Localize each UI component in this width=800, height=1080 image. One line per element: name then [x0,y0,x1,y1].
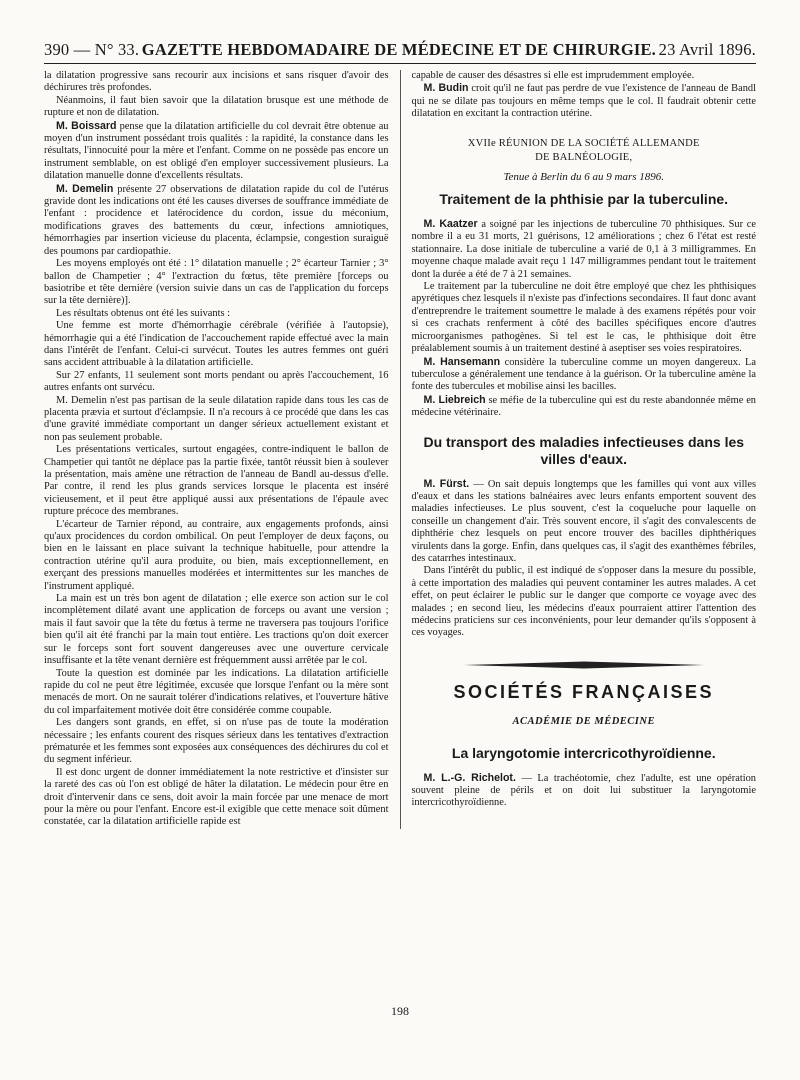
article-body-tuberculine [412,218,757,420]
paragraph-text: — On sait depuis longtemps que les familles qui vont aux villes d'eaux et dans les stations balnéaires avec leurs enfants emportent souvent des maladies infectieuses. Le plus souvent, c'est la coqueluche pour laquelle on conseille un changement d'air. Très souvent encore, il s'agit des convalescents de diphthérie chez lesquels on peut encore trouver des bacilles diphthériques virulents dans la gorge. Enfin, dans quelques cas, il s'agit des exanthèmes fébriles, des catarrhes intestinaux. [411,478,756,564]
paragraph [44,320,389,370]
speaker-name: M. Hansemann [423,355,501,368]
paragraph-text: présente 27 observations de dilatation rapide du col de l'utérus gravide dont les indications ont été les causes diverses de souffrance immédiate de l'enfant : procidence et latérocidence du cordon, issue du méconium, modifications graves des battements du cœur, infections amniotiques, hémorrhagies par insertion vicieuse du placenta, éclampsie, congestion suraiguë des poumons par cardiopathie. [44,183,389,257]
paragraph [412,394,757,420]
paragraph-text: Dans l'intérêt du public, il est indiqué de s'opposer dans la mesure du possible, à cette importation des maladies qui peuvent contaminer les autres malades. A cet effet, on peut éclairer le public sur le danger que comporte ce voyage avec des malades ; en second lieu, les médecins d'eaux pourraient attirer l'attention des médecins praticiens sur ces inconvénients, pour leur demander qu'ils s'opposent à ces voyages. [411,565,756,639]
speaker-name: M. Boissard [56,119,117,132]
left-column [44,70,401,829]
paragraph [44,593,389,667]
paragraph [412,82,757,120]
speaker-name: M. L.-G. Richelot. [423,771,516,784]
article-title-transport: Du transport des maladies infectieuses dans les villes d'eaux. [423,433,745,467]
section-heading [412,137,757,165]
paragraph-text: la dilatation progressive sans recourir aux incisions et sans risquer d'avoir des déchirures très profondes. [44,70,389,94]
speaker-name: M. Demelin [56,182,114,195]
page-number-issue: 390 — N° 33. [44,40,140,59]
paragraph [44,370,389,395]
paragraph-text: M. Demelin n'est pas partisan de la seule dilatation rapide dans tous les cas de placenta prævia et surtout d'éclampsie. Il n'a recours à ce procédé que dans les cas d'une gravité immédiate comportant un danger sérieux actuellement existant et non pas seulement probable. [44,394,389,443]
paragraph [44,183,389,258]
paragraph [44,668,389,718]
paragraph [44,444,389,518]
paragraph-text: Toute la question est dominée par les indications. La dilatation artificielle rapide du col ne peut être légitimée, excusée que lorsque l'enfant ou la mère sont menacés de mort. On ne saurait tolérer d'indications relatives, et l'ouverture hâtive du col imparfaitement motivée doit être considérée comme coupable. [44,667,389,716]
section-heading-line-1: XVIIe RÉUNION DE LA SOCIÉTÉ ALLEMANDE [467,137,700,149]
speaker-name: M. Liebreich [423,393,486,406]
paragraph-text: pense que la dilatation artificielle du col devrait être obtenue au moyen d'un instrument possédant trois qualités : la rapidité, la constance dans les résultats, l'innocuité pour la mère et l'enfant. Comme on ne possède pas encore un instrument semblable, on est obligé d'en employer successivement plusieurs. La dilatation manuelle donne d'excellents résultats. [44,120,389,182]
paragraph-text: Sur 27 enfants, 11 seulement sont morts pendant ou après l'accouchement, 16 autres enfants ont survécu. [44,369,389,394]
article-title-laryngotomie: La laryngotomie intercricothyroïdienne. [451,744,716,761]
running-header [44,40,756,64]
ornamental-divider [412,660,757,670]
paragraph [44,308,389,320]
section-heading-line-2: DE BALNÉOLOGIE, [535,151,633,163]
paragraph-text: La main est un très bon agent de dilatation ; elle exerce son action sur le col incomplètement dilaté avant une application de forceps ou avant une version ; mais il faut savoir que la tête du fœtus à terme ne traversera pas toujours l'orifice bien qu'il ait été franchi par la main tout entière. Les tractions qu'on doit exercer sur le forceps sont fort souvent dangereuses avec une ouverture cervicale insuffisante et la tête venant dernière est fréquemment aussi arrêtée par le col. [44,593,389,667]
paragraph-text: L'écarteur de Tarnier répond, au contraire, aux engagements profonds, ainsi qu'aux procidences du cordon ombilical. On peut l'employer de deux façons, ou bien en le laissant en place suivant la technique habituelle, pour attendre la contraction utérine qu'il aura produite, ou bien, mais exceptionnellement, en exerçant des pressions manuelles modérées et intermittentes sur les manches de l'instrument appliqué. [44,518,389,592]
paragraph [412,565,757,639]
paragraph-text: capable de causer des désastres si elle est imprudemment employée. [411,70,695,81]
paragraph-text: Les dangers sont grands, en effet, si on n'use pas de toute la modération nécessaire ; les enfants courent des risques sérieux dans les tentatives d'extraction prématurée et les femmes sont exposées aux conséquences des déchirures du col et du segment inférieur. [44,717,389,766]
paragraph [412,478,757,566]
section-subheading: Tenue à Berlin du 6 au 9 mars 1896. [503,170,665,183]
paragraph [412,218,757,281]
paragraph [412,70,757,82]
paragraph-text: Les moyens employés ont été : 1° dilatation manuelle ; 2° écarteur Tarnier ; 3° ballon de Champetier ; 4° l'extraction du fœtus, tête première [forceps ou basiotribe et tête dernière (version suivie dans un cas de l'application du forceps sur la tête dernière)]. [44,258,389,307]
paragraph-text: Les présentations verticales, surtout engagées, contre-indiquent le ballon de Champetier qui tantôt ne déplace pas la partie fixée, tantôt réussit bien à soulever la présentation, mais amène une rétraction de l'anneau de Bandl au-dessus d'elle. Par contre, il rend les plus grands services lorsque le placenta est inséré vicieusement, et il peut être appliqué aussi aux présentations de l'épaule avec rupture précoce des membranes. [44,444,389,518]
paragraph [44,395,389,445]
journal-title: GAZETTE HEBDOMADAIRE DE MÉDECINE ET DE CHIRURGIE. [141,40,656,59]
paragraph-text: Néanmoins, il faut bien savoir que la dilatation brusque est une méthode de rupture et non de dilatation. [44,94,389,119]
paragraph-text: Les résultats obtenus ont été les suivants : [56,307,231,319]
paragraph [44,717,389,767]
paragraph [412,281,757,355]
divider-rule-icon [464,660,704,670]
paragraph-text: Une femme est morte d'hémorrhagie cérébrale (vérifiée à l'autopsie), hémorrhagie qui a été l'indication de l'accouchement rapide effectué avec la main dans l'intérêt de l'enfant. Celui-ci survécut. Toutes les autres femmes ont guéri sans accident attribuable à la dilatation artificielle. [44,320,389,369]
article-body-laryngotomie [412,772,757,810]
paragraph-text: considère la tuberculine comme un moyen dangereux. La tuberculose a généralement une tendance à la guérison. Or la tuberculine amène la fonte des tubercules et mobilise ainsi les bacilles. [411,356,756,393]
paragraph [44,70,389,95]
article-title-tuberculine: Traitement de la phthisie par la tuberculine. [439,191,729,208]
paragraph-text: croit qu'il ne faut pas perdre de vue l'existence de l'anneau de Bandl qui ne se dilate pas toujours en même temps que le col. Il faudrait obtenir cette dilatation en excitant la contraction utérine. [411,83,757,120]
speaker-name: M. Fürst. [423,477,470,490]
right-column [401,70,757,829]
paragraph-text: a soigné par les injections de tuberculine 70 phthisiques. Sur ce nombre il a eu 31 morts, 21 guérisons, 12 améliorations ; chez 6 l'état est resté stationnaire. La dose initiale de tuberculine a varié de 0,1 à 3 milligrammes. En moyenne chaque malade avait reçu 1 147 milligrammes pendant tout le traitement dont la durée a été de 7 à 21 semaines. [411,219,756,280]
paragraph [44,120,389,183]
societies-heading: SOCIÉTÉS FRANÇAISES [453,681,715,702]
paragraph [44,258,389,308]
speaker-name: M. Kaatzer [423,218,478,231]
issue-date: 23 Avril 1896. [658,40,756,59]
paragraph-text: — La trachéotomie, chez l'adulte, est une opération souvent pleine de périls et on doit lui substituer la laryngotomie intercricothyroïdienne. [411,772,756,809]
continued-discussion [412,70,757,121]
folio-number: 198 [391,1004,409,1018]
speaker-name: M. Budin [423,82,469,95]
paragraph-text: Il est donc urgent de donner immédiatement la note restrictive et d'insister sur la rareté des cas où l'on est obligé de hâter la dilatation. Le médecin pour être en droit d'intervenir dans ce sens, doit avoir la main forcée par une menace de mort pour la mère ou pour l'enfant. Encore est-il exigible que cette menace soit dûment constatée, car la dilatation artificielle rapide est [44,766,389,828]
paragraph [44,95,389,120]
paragraph-text: Le traitement par la tuberculine ne doit être employé que chez les phthisiques apyrétiques chez lesquels il n'existe pas d'infections secondaires. Il faut donc avant d'entreprendre le traitement soumettre le malade à des examens répétés pour voir si ces crachats renferment à côté des bacilles spécifiques encore d'autres microorganismes pathogènes. Si tel est le cas, le phthisique doit être préalablement soumis à un traitement destiné à aseptiser ses voies respiratoires. [411,281,756,355]
paragraph-text: se méfie de la tuberculine qui est du reste abandonnée même en médecine vétérinaire. [411,394,757,419]
newspaper-page [44,40,756,1040]
paragraph [412,356,757,394]
academy-heading: ACADÉMIE DE MÉDECINE [512,716,655,728]
article-body-transport [412,478,757,640]
paragraph [44,519,389,593]
paragraph [412,772,757,810]
paragraph [44,767,389,829]
